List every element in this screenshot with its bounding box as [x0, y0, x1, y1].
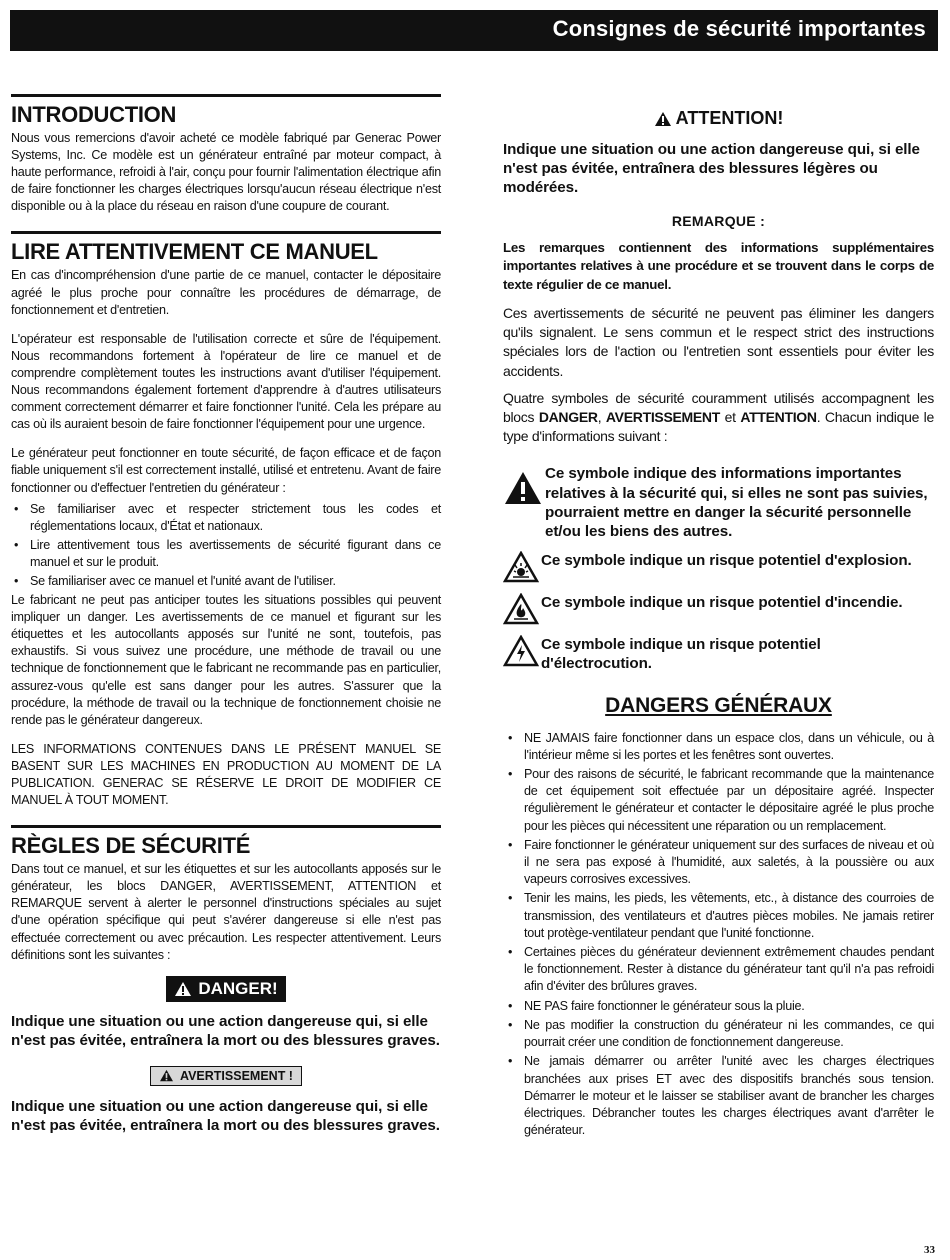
read-manual-bullet-list [11, 501, 441, 590]
symbol-electrocution-description: Ce symbole indique un risque potentiel d'électrocution. [541, 636, 821, 673]
caution-badge-wrap [503, 108, 934, 132]
bullet-icon: • [508, 730, 513, 745]
read-manual-heading: LIRE ATTENTIVEMENT CE MANUEL [11, 239, 378, 265]
left-column [11, 94, 441, 1135]
read-manual-paragraph-1: En cas d'incompréhension d'une partie de ce manuel, contacter le dépositaire agréé le plus proche pour connaître les procédures de démarrage, de fonctionnement et d'entretien. [11, 268, 441, 317]
general-dangers-list [505, 730, 934, 1140]
list-item: • Pour des raisons de sécurité, le fabricant recommande que la maintenance de cet équipement soit effectuée par un dépositaire agréé. Inspecter régulièrement le générateur et contacter le dépositaire agréé le plus proche pour les pièces qui nécessitent une réparation ou un remplacement. [508, 767, 934, 833]
section-divider [11, 231, 441, 234]
explosion-warning-icon [503, 551, 539, 583]
symbol-row [503, 464, 934, 541]
bullet-icon: • [14, 573, 19, 588]
bullet-icon: • [508, 837, 513, 852]
bullet-icon: • [508, 998, 513, 1013]
caution-badge [654, 108, 784, 129]
list-item: • Ne jamais démarrer ou arrêter l'unité avec les charges électriques branchées aux prises ET avec des dispositifs branchés sous tension. Démarrer le moteur et le laisser se stabiliser avant de brancher les charges électriques. Débrancher toutes les charges électriques avant d'arrêter le générateur. [508, 1054, 934, 1138]
list-item: • Faire fonctionner le générateur uniquement sur des surfaces de niveau et où il ne sera pas exposé à l'humidité, aux saletés, à la poussière ou aux vapeurs corrosives excessives. [508, 837, 934, 887]
exclamation-warning-icon [503, 470, 543, 506]
inline-danger: DANGER [538, 409, 598, 426]
list-item: • Tenir les mains, les pieds, les vêtements, etc., à distance des courroies de transmission, des ventilateurs et d'autres pièces mobiles. Ne jamais retirer tout protège-ventilateur pendant que l'unité fonctionne. [508, 891, 934, 940]
danger-definition: Indique une situation ou une action dangereuse qui, si elle n'est pas évitée, entraînera la mort ou des blessures graves. [11, 1012, 440, 1049]
list-item: • Certaines pièces du générateur deviennent extrêmement chaudes pendant le fonctionnement. Rester à distance du générateur tant qu'il n'a pas refroidi afin d'éviter des brûlures graves. [508, 945, 934, 994]
list-item: • NE PAS faire fonctionner le générateur sous la pluie. [505, 998, 934, 1015]
symbol-general-description: Ce symbole indique des informations importantes relatives à la sécurité qui, si elles ne sont pas suivies, pourraient mettre en danger la sécurité personnelle et/ou les biens des autres. [545, 465, 928, 541]
general-dangers-heading: DANGERS GÉNÉRAUX [605, 693, 832, 717]
caution-definition: Indique une situation ou une action dangereuse qui, si elle n'est pas évitée, entraînera des blessures légères ou modérées. [503, 140, 920, 196]
page-header-title: Consignes de sécurité importantes [552, 16, 926, 41]
symbols-intro-paragraph: Quatre symboles de sécurité couramment utilisés accompagnent les blocs DANGER, AVERTISSEMENT et ATTENTION. Chacun indique le type d'informations suivant : [503, 389, 934, 445]
bullet-icon: • [508, 767, 513, 782]
safety-rules-text: Dans tout ce manuel, et sur les étiquettes et sur les autocollants apposés sur le générateur, les blocs DANGER, AVERTISSEMENT, ATTENTION et REMARQUE servent à alerter le personnel d'instructions spéciales au sujet d'une opération spécifique qui peut s'avérer dangereuse si elle n'est pas effectuée correctement ou avec précaution. Les respecter attentivement. Leurs définitions sont les suivantes : [11, 862, 441, 962]
symbol-fire-description: Ce symbole indique un risque potentiel d'incendie. [541, 594, 903, 612]
danger-badge-wrap [11, 976, 441, 1002]
read-manual-paragraph-3: Le générateur peut fonctionner en toute sécurité, de façon efficace et de façon fiable uniquement s'il est correctement installé, utilisé et entretenu. Avant de faire fonctionner ou d'effectuer l'entretien du générateur : [11, 446, 441, 495]
warning-triangle-icon [654, 111, 672, 127]
electrocution-warning-icon [503, 635, 539, 667]
read-manual-paragraph-2: L'opérateur est responsable de l'utilisation correcte et sûre de l'équipement. Nous recommandons fortement à l'opérateur de lire ce manuel et de comprendre complètement toutes les instructions avant d'utiliser l'équipement. Nous recommandons également fortement d'apprendre à d'autres utilisateurs comment correctement démarrer et faire fonctionner l'unité. Cela les prépare au cas où ils auraient besoin de faire fonctionner l'équipement pour une urgence. [11, 331, 441, 432]
warning-definition: Indique une situation ou une action dangereuse qui, si elle n'est pas évitée, entraînera la mort ou des blessures graves. [11, 1098, 440, 1135]
section-divider [11, 94, 441, 97]
list-item: • NE JAMAIS faire fonctionner dans un espace clos, dans un véhicule, ou à l'intérieur même si les portes et les fenêtres sont ouvertes. [508, 730, 934, 762]
danger-label: DANGER! [198, 978, 278, 998]
read-manual-paragraph-4: Le fabricant ne peut pas anticiper toutes les situations possibles qui peuvent impliquer un danger. Les avertissements de ce manuel et figurant sur les étiquettes et les autocollants apposés sur l'unité ne sont, toutefois, pas exhaustifs. Si vous suivez une procédure, une méthode de travail ou une technique de fonctionnement que le fabricant ne recommande pas en particulier, assurez-vous qu'elle est sans danger pour les autres. S'assurer que la procédure, la méthode de travail ou la technique de fonctionnement choisie ne rende pas le générateur dangereux. [11, 593, 441, 727]
list-item: • Ne pas modifier la construction du générateur ni les commandes, ce qui pourrait créer une condition de fonctionnement dangereuse. [508, 1017, 934, 1050]
symbol-row [503, 593, 934, 625]
page-number: 33 [924, 1244, 935, 1256]
header-bar [10, 10, 938, 51]
introduction-text: Nous vous remercions d'avoir acheté ce modèle fabriqué par Generac Power Systems, Inc. Ce modèle est un générateur entraîné par moteur compact, à haute performance, refroidi à l'air, conçu pour fournir l'alimentation électrique afin de faire fonctionner les charges électriques lorsqu'aucun réseau électrique n'est disponible ou à la place du réseau en raison d'une coupure de courant. [11, 131, 441, 214]
right-column [503, 108, 934, 1141]
bullet-icon: • [508, 945, 513, 960]
warning-label: AVERTISSEMENT ! [180, 1068, 293, 1083]
danger-badge [166, 976, 285, 1002]
note-heading: REMARQUE : [671, 212, 766, 229]
list-item: • Se familiariser avec et respecter strictement tous les codes et réglementations locaux, d'État et nationaux. [14, 501, 441, 533]
warning-badge [150, 1066, 302, 1086]
list-item: • Lire attentivement tous les avertissements de sécurité figurant dans ce manuel et sur le produit. [14, 537, 441, 569]
bullet-icon: • [14, 501, 19, 516]
symbol-explosion-description: Ce symbole indique un risque potentiel d'explosion. [541, 552, 912, 570]
bullet-icon: • [508, 1017, 513, 1032]
section-divider [11, 825, 441, 828]
list-item: • Se familiariser avec ce manuel et l'unité avant de l'utiliser. [11, 573, 441, 590]
symbol-row [503, 635, 934, 673]
inline-caution: ATTENTION [740, 409, 817, 426]
bullet-icon: • [508, 891, 513, 906]
safety-rules-heading: RÈGLES DE SÉCURITÉ [11, 833, 251, 859]
warning-triangle-icon [159, 1069, 174, 1082]
warning-triangle-icon [174, 981, 192, 997]
note-text: Les remarques contiennent des informations supplémentaires importantes relatives à une procédure et se trouvent dans le corps de texte régulier de ce manuel. [503, 239, 934, 292]
fire-warning-icon [503, 593, 539, 625]
inline-warning: AVERTISSEMENT [605, 409, 720, 426]
warning-badge-wrap [11, 1066, 441, 1088]
warnings-limit-paragraph: Ces avertissements de sécurité ne peuvent pas éliminer les dangers qu'ils signalent. Le sens commun et le respect strict des instructions spéciales lors de l'action ou l'entretien sont essentiels pour éviter les accidents. [503, 305, 934, 379]
caution-label: ATTENTION! [675, 108, 784, 128]
symbol-row [503, 551, 934, 583]
bullet-icon: • [508, 1054, 513, 1069]
introduction-heading: INTRODUCTION [11, 102, 177, 127]
bullet-icon: • [14, 537, 19, 552]
read-manual-paragraph-5: LES INFORMATIONS CONTENUES DANS LE PRÉSENT MANUEL SE BASENT SUR LES MACHINES EN PRODUCTION AU MOMENT DE LA PUBLICATION. GENERAC SE RÉSERVE LE DROIT DE MODIFIER CE MANUEL À TOUT MOMENT. [11, 741, 441, 808]
